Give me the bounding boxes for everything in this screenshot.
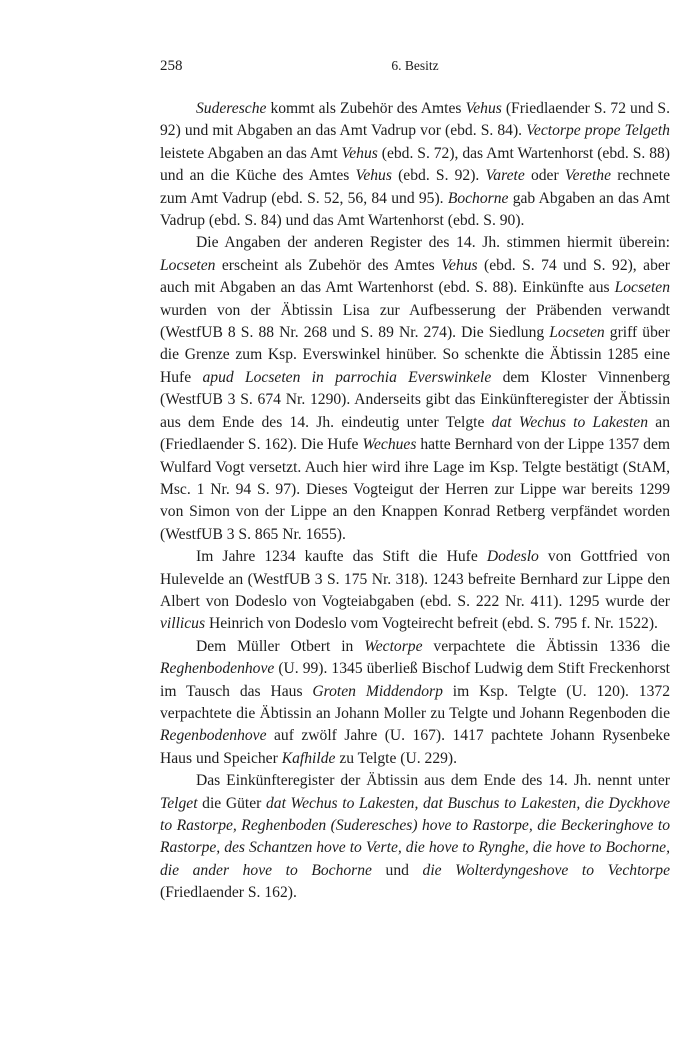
text-run: kommt als Zubehör des Amtes — [266, 100, 466, 117]
italic-text: Wechues — [362, 436, 417, 454]
italic-text: villicus — [160, 615, 206, 633]
italic-text: Vehus — [441, 256, 478, 274]
italic-text: Telget — [160, 794, 198, 812]
text-run: im Ksp. Telgte (U. 120). 1372 verpachtete die Äbtissin an Johann Moller zu Telgte und Johann Regenboden die — [160, 682, 670, 722]
text-run: (ebd. S. 74 und S. 92), aber auch mit Abgaben an das Amt Wartenhorst (ebd. S. 88). Einkünfte aus — [160, 256, 670, 297]
italic-text: Reghenbodenhove — [160, 660, 275, 678]
text-run: auf zwölf Jahre (U. 167). 1417 pachtete Johann Rysenbeke Haus und Speicher — [160, 727, 670, 767]
text-run: verpachtete die Äbtissin 1336 die — [422, 637, 670, 655]
italic-text: Locseten — [614, 279, 670, 297]
text-run: (Friedlaender S. 72 und S. 92) und mit Abgaben an das Amt Vadrup vor (ebd. S. 84). — [160, 100, 670, 140]
italic-text: Groten Middendorp — [312, 682, 443, 700]
text-run: (ebd. S. 92). — [391, 167, 486, 185]
page-number: 258 — [160, 58, 183, 74]
italic-text: dat Wechus to Lakesten — [491, 413, 648, 431]
text-run: Dem Müller Otbert in — [196, 637, 365, 655]
text-run: von Gottfried von Hulevelde an (WestfUB 3 S. 175 Nr. 318). 1243 befreite Bernhard zur Lippe den Albert von Dodeslo von Vogteiabgaben (ebd. S. 222 Nr. 411). 1295 wurde der — [160, 548, 670, 610]
text-run: leistete Abgaben an das Amt — [160, 144, 342, 162]
italic-text: Locseten — [549, 324, 605, 342]
paragraph — [160, 546, 670, 636]
text-run: und — [371, 861, 423, 879]
italic-text: Verethe — [564, 167, 612, 185]
text-run: erscheint als Zubehör des Amtes — [215, 256, 442, 274]
italic-text: Dodeslo — [486, 548, 539, 566]
italic-text: Vehus — [341, 144, 378, 162]
text-run: Im Jahre 1234 kaufte das Stift die Hufe — [196, 548, 487, 566]
text-run: (U. 99). 1345 überließ Bischof Ludwig dem Stift Freckenhorst im Tausch das Haus — [160, 660, 670, 700]
text-run: Heinrich von Dodeslo vom Vogteirecht befreit (ebd. S. 795 f. Nr. 1522). — [205, 615, 658, 633]
text-run: griff über die Grenze zum Ksp. Everswinkel hinüber. So schenkte die Äbtissin 1285 eine Hufe — [160, 324, 670, 386]
italic-text: dat Wechus to Lakesten, dat Buschus to Lakesten, die Dyckhove to Rastorpe, Reghenboden (Suderesches) hove to Rastorpe, die Beckeringhove to Rastorpe, des Schantzen hove to Verte, die hove to Rynghe, die hove to Bochorne, die ander hove to Bochorne — [160, 794, 670, 879]
italic-text: Regenbodenhove — [160, 727, 267, 745]
paragraph — [160, 98, 670, 232]
italic-text: Suderesche — [196, 100, 267, 117]
text-run: rechnete zum Amt Vadrup (ebd. S. 52, 56, 84 und 95). — [160, 167, 670, 207]
paragraph — [160, 636, 670, 770]
text-run: (ebd. S. 72), das Amt Wartenhorst (ebd. S. 88) und an die Küche des Amtes — [160, 144, 670, 185]
text-run: dem Kloster Vinnenberg (WestfUB 3 S. 674 Nr. 1290). Anderseits gibt das Einkünfteregister der Äbtissin aus dem Ende des 14. Jh. eindeutig unter Telgte — [160, 368, 670, 431]
italic-text: Kafhilde — [281, 749, 336, 767]
text-run: Die Angaben der anderen Register des 14. Jh. stimmen hiermit überein: — [196, 234, 670, 252]
text-run: gab Abgaben an das Amt Vadrup (ebd. S. 84) und das Amt Wartenhorst (ebd. S. 90). — [160, 189, 671, 230]
italic-text: die Wolterdyngeshove to Vechtorpe — [422, 861, 670, 879]
paragraph — [160, 232, 670, 546]
italic-text: Locseten — [160, 256, 216, 274]
body-text — [160, 98, 670, 905]
italic-text: apud Locseten in parrochia Everswinkele — [202, 368, 492, 386]
text-run: wurden von der Äbtissin Lisa zur Aufbesserung der Präbenden verwandt (WestfUB 8 S. 88 Nr. 268 und S. 89 Nr. 274). Die Siedlung — [160, 301, 670, 342]
page — [160, 58, 670, 905]
italic-text: Bochorne — [447, 189, 509, 207]
italic-text: Vehus — [355, 167, 392, 185]
running-head: 6. Besitz — [391, 58, 439, 73]
italic-text: Vectorpe prope Telgeth — [526, 122, 670, 140]
italic-text: Varete — [485, 167, 525, 185]
text-run: zu Telgte (U. 229). — [335, 749, 458, 767]
text-run: hatte Bernhard von der Lippe 1357 dem Wulfard Vogt versetzt. Auch hier wird ihre Lage im Ksp. Telgte bestätigt (StAM, Msc. 1 Nr. 94 S. 97). Dieses Vogteigut der Herren zur Lippe war bereits 1299 von Simon von der Lippe an den Knappen Konrad Retberg verpfändet worden (WestfUB 3 S. 865 Nr. 1655). — [160, 436, 670, 543]
text-run: die Güter — [197, 794, 266, 812]
italic-text: Wectorpe — [364, 637, 423, 655]
page-header — [160, 58, 670, 80]
italic-text: Vehus — [465, 100, 502, 117]
text-run: (Friedlaender S. 162). — [160, 884, 297, 902]
text-run: oder — [524, 167, 565, 185]
paragraph — [160, 770, 670, 904]
text-run: an (Friedlaender S. 162). Die Hufe — [160, 413, 670, 454]
text-run: Das Einkünfteregister der Äbtissin aus dem Ende des 14. Jh. nennt unter — [196, 772, 670, 790]
